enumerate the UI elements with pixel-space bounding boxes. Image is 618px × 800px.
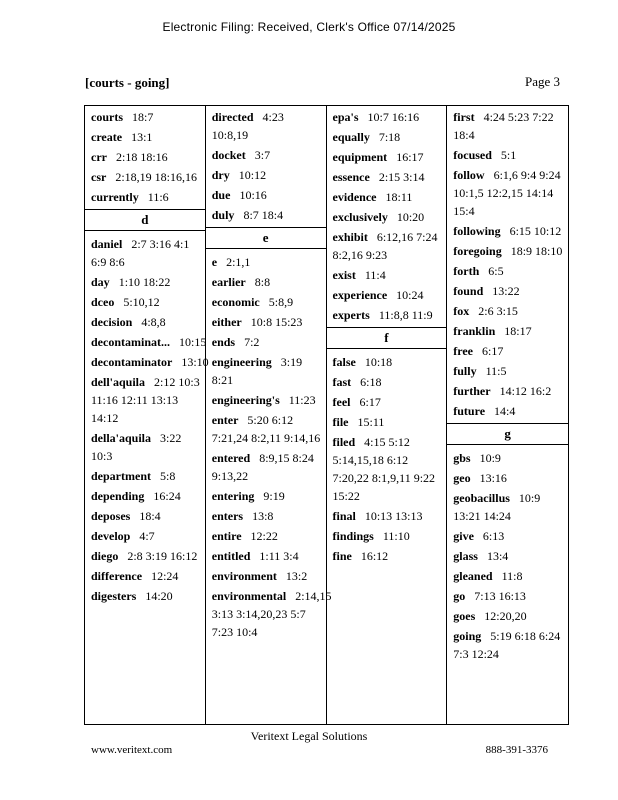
index-term: future [453,404,486,418]
index-page-refs: 6:17 [482,344,504,358]
index-page-refs: 13:22 [492,284,520,298]
index-term: depending [91,489,145,503]
index-entry [85,126,205,146]
index-entry [85,465,205,485]
index-page-refs: 5:8 [160,469,176,483]
index-entry [85,271,205,291]
index-page-refs: 4:7 [139,529,155,543]
index-entry [447,525,568,545]
filing-stamp-header: Electronic Filing: Received, Clerk's Office 07/14/2025 [162,20,456,34]
index-column-4 [447,106,568,724]
index-page-refs: 6:12,16 7:24 8:2,16 9:23 [332,230,438,262]
index-page-refs: 4:15 5:12 5:14,15,18 6:12 7:20,22 8:1,9,11 9:22 15:22 [332,435,436,503]
letter-heading: f [327,327,447,349]
index-entry [206,447,326,485]
index-page-refs: 2:18,19 18:16,16 [115,170,197,184]
index-term: dry [211,168,230,182]
index-page-refs: 5:20 6:12 7:21,24 8:2,11 9:14,16 [211,413,321,445]
index-entry [206,409,326,447]
index-page-refs: 14:20 [145,589,173,603]
index-term: further [453,384,491,398]
index-page-refs: 2:14,15 3:13 3:14,20,23 5:7 7:23 10:4 [211,589,332,639]
index-term: deposes [91,509,131,523]
index-term: entered [211,451,251,465]
index-entry [85,525,205,545]
index-page-refs: 7:18 [378,130,401,144]
index-term: forth [453,264,480,278]
index-entry [85,485,205,505]
index-page-refs: 10:8 15:23 [250,315,303,329]
index-page-refs: 2:18 18:16 [115,150,168,164]
index-entry [447,467,568,487]
index-term: going [453,629,482,643]
index-entry [206,251,326,271]
index-term: department [91,469,151,483]
index-term: e [211,255,218,269]
index-entry [447,447,568,467]
index-term: gbs [453,451,471,465]
letter-heading: e [206,227,326,249]
index-term: geo [453,471,471,485]
index-page-refs: 10:18 [364,355,393,369]
index-page-refs: 2:6 3:15 [478,304,518,318]
index-page-refs: 2:8 3:19 16:12 [127,549,198,563]
letter-heading: g [447,423,568,445]
index-page-refs: 10:20 [396,210,425,224]
index-entry [85,331,205,351]
index-page-refs: 10:12 [238,168,267,182]
index-entry [85,291,205,311]
index-page-refs: 6:15 10:12 [509,224,562,238]
index-term: decontaminator [91,355,173,369]
index-page-refs: 10:16 [239,188,267,202]
index-page-refs: 13:10 [181,355,209,369]
index-term: either [211,315,242,329]
index-term: franklin [453,324,496,338]
index-page-refs: 16:17 [396,150,424,164]
index-entry [206,291,326,311]
index-range-label: [courts - going] [85,75,170,90]
index-entry [447,340,568,360]
index-entry [447,360,568,380]
index-page-refs: 14:4 [494,404,516,418]
index-term: create [91,130,123,144]
index-entry [447,260,568,280]
index-entry [447,585,568,605]
index-entry [327,431,447,505]
index-entry [327,304,447,324]
index-term: courts [91,110,123,124]
index-term: fully [453,364,477,378]
index-entry [85,311,205,331]
index-entry [327,206,447,226]
index-page-refs: 1:11 3:4 [259,549,299,563]
index-entry [206,585,332,641]
index-entry [206,351,326,389]
index-entry [327,226,447,264]
index-entry [85,585,205,605]
index-entry [447,320,568,340]
index-term: foregoing [453,244,502,258]
index-term: entitled [211,549,251,563]
index-term: findings [332,529,374,543]
index-page-refs: 9:19 [263,489,285,503]
index-page-refs: 5:8,9 [268,295,294,309]
index-entry [327,126,447,146]
index-entry [85,166,205,186]
index-page-refs: 2:12 10:3 11:16 12:11 13:13 14:12 [91,375,200,425]
index-entry [85,146,205,166]
index-entry [447,164,568,220]
index-page-refs: 11:6 [147,190,169,204]
index-term: final [332,509,356,523]
index-entry [85,505,205,525]
index-term: gleaned [453,569,493,583]
index-term: currently [91,190,139,204]
index-page-refs: 13:4 [486,549,509,563]
index-page-refs: 5:10,12 [123,295,160,309]
index-page-refs: 2:1,1 [226,255,251,269]
index-entry [327,391,447,411]
index-term: directed [211,110,254,124]
index-page-refs: 10:9 13:21 14:24 [453,491,541,523]
index-term: entire [211,529,242,543]
index-term: focused [453,148,492,162]
index-page-refs: 2:7 3:16 4:1 6:9 8:6 [91,237,190,269]
index-page-refs: 6:18 [360,375,382,389]
index-term: environment [211,569,277,583]
index-term: file [332,415,349,429]
index-entry [447,487,568,525]
index-term: daniel [91,237,123,251]
index-entry [327,545,447,565]
index-entry [206,505,326,525]
index-entry [206,311,326,331]
index-page-refs: 6:1,6 9:4 9:24 10:1,5 12:2,15 14:14 15:4 [453,168,561,218]
index-entry [447,545,568,565]
index-term: dceo [91,295,115,309]
index-entry [85,351,209,371]
index-entry [85,565,205,585]
index-term: fast [332,375,352,389]
index-term: economic [211,295,260,309]
index-page-refs: 11:8 [501,569,523,583]
index-entry [447,300,568,320]
index-page-refs: 18:17 [504,324,532,338]
index-term: duly [211,208,235,222]
index-page-refs: 3:7 [254,148,271,162]
index-entry [206,271,326,291]
index-term: entering [211,489,255,503]
index-term: difference [91,569,143,583]
index-page-refs: 8:8 [254,275,271,289]
index-page-refs: 6:5 [488,264,504,278]
index-page-refs: 11:4 [364,268,386,282]
index-term: csr [91,170,107,184]
index-entry [327,351,447,371]
index-page-refs: 4:24 5:23 7:22 18:4 [453,110,554,142]
index-page-refs: 11:10 [382,529,410,543]
index-page-refs: 11:23 [288,393,316,407]
page-number: Page 3 [524,74,560,89]
index-entry [447,220,568,240]
index-term: decision [91,315,133,329]
index-page-refs: 10:24 [396,288,424,302]
index-column-2 [206,106,332,724]
index-term: fine [332,549,352,563]
index-term: free [453,344,474,358]
index-term: epa's [332,110,359,124]
index-page-refs: 2:15 3:14 [378,170,425,184]
index-term: follow [453,168,485,182]
index-entry [327,264,447,284]
index-page-refs: 11:5 [485,364,507,378]
index-entry [327,505,447,525]
index-term: glass [453,549,478,563]
index-page-refs: 13:1 [131,130,153,144]
index-term: crr [91,150,107,164]
footer-company: Veritext Legal Solutions [250,729,368,743]
letter-heading: d [85,209,205,231]
index-term: dell'aquila [91,375,146,389]
index-page-refs: 16:24 [153,489,181,503]
index-term: experience [332,288,388,302]
index-page-refs: 4:23 10:8,19 [211,110,284,142]
index-page-refs: 3:22 10:3 [91,431,182,463]
index-entry [206,204,326,224]
index-entry [327,371,447,391]
index-entry [447,625,568,663]
index-entry [85,106,205,126]
index-page-refs: 5:1 [500,148,517,162]
index-entry [447,400,568,420]
index-entry [206,485,326,505]
index-term: equipment [332,150,388,164]
index-page-refs: 10:9 [479,451,501,465]
index-term: false [332,355,356,369]
index-column-3 [327,106,448,724]
index-page-refs: 3:19 8:21 [211,355,303,387]
index-term: engineering's [211,393,280,407]
index-term: environmental [211,589,287,603]
index-entry [327,284,447,304]
index-term: equally [332,130,370,144]
index-term: found [453,284,484,298]
index-term: engineering [211,355,272,369]
index-term: filed [332,435,356,449]
index-entry [447,106,568,144]
index-entry [327,146,447,166]
index-term: geobacillus [453,491,510,505]
index-term: enter [211,413,239,427]
index-entry [85,186,205,206]
index-page-refs: 15:11 [357,415,385,429]
index-term: diego [91,549,119,563]
index-page-refs: 10:15 [179,335,207,349]
index-term: give [453,529,474,543]
index-page-refs: 13:2 [285,569,308,583]
index-page-refs: 18:11 [385,190,413,204]
index-page-refs: 12:20,20 [484,609,527,623]
index-entry [206,144,326,164]
index-page-refs: 12:24 [151,569,179,583]
index-entry [447,565,568,585]
index-entry [447,240,568,260]
index-page-refs: 7:2 [244,335,260,349]
index-entry [85,233,205,271]
index-term: enters [211,509,244,523]
index-entry [85,371,205,427]
index-page-refs: 8:7 18:4 [243,208,284,222]
index-entry [85,545,205,565]
index-page-refs: 7:13 16:13 [474,589,526,603]
index-term: docket [211,148,246,162]
index-term: goes [453,609,476,623]
index-term: following [453,224,501,238]
index-page-refs: 6:17 [359,395,381,409]
index-page-refs: 12:22 [250,529,278,543]
index-entry [327,166,447,186]
index-term: exhibit [332,230,368,244]
index-term: first [453,110,475,124]
index-page-refs: 18:7 [132,110,154,124]
index-entry [85,427,205,465]
index-term: digesters [91,589,137,603]
index-page-refs: 14:12 16:2 [499,384,552,398]
index-page-refs: 16:12 [360,549,389,563]
index-entry [327,411,447,431]
index-entry [327,186,447,206]
index-page-refs: 1:10 18:22 [118,275,171,289]
index-column-1 [85,106,209,724]
index-term: experts [332,308,370,322]
index-entry [327,106,447,126]
index-term: feel [332,395,351,409]
index-entry [206,545,326,565]
index-entry [447,380,568,400]
footer-phone: 888-391-3376 [485,744,548,756]
index-term: day [91,275,110,289]
index-term: exclusively [332,210,388,224]
index-term: decontaminat... [91,335,170,349]
index-page-refs: 13:16 [479,471,507,485]
index-term: essence [332,170,370,184]
index-entry [206,525,326,545]
index-page-refs: 13:8 [252,509,274,523]
index-entry [206,331,326,351]
index-page-refs: 6:13 [482,529,505,543]
index-page-refs: 11:8,8 11:9 [378,308,433,322]
index-entry [206,565,326,585]
index-term: exist [332,268,356,282]
index-term: evidence [332,190,377,204]
index-page-refs: 18:9 18:10 [510,244,563,258]
index-entry [206,389,326,409]
index-page-refs: 5:19 6:18 6:24 7:3 12:24 [453,629,561,661]
index-entry [447,605,568,625]
index-term: earlier [211,275,246,289]
index-page-refs: 8:9,15 8:24 9:13,22 [211,451,314,483]
index-entry [327,525,447,545]
index-entry [447,144,568,164]
index-page-refs: 10:13 13:13 [364,509,423,523]
index-page-refs: 10:7 16:16 [367,110,420,124]
footer-website: www.veritext.com [91,744,173,756]
word-index-grid [84,105,569,725]
index-term: go [453,589,466,603]
index-term: fox [453,304,470,318]
index-entry [206,106,326,144]
index-entry [206,164,326,184]
index-page-refs: 18:4 [139,509,161,523]
index-entry [447,280,568,300]
index-term: della'aquila [91,431,152,445]
index-term: ends [211,335,236,349]
index-term: due [211,188,231,202]
index-page-refs: 4:8,8 [141,315,166,329]
index-term: develop [91,529,131,543]
index-entry [206,184,326,204]
